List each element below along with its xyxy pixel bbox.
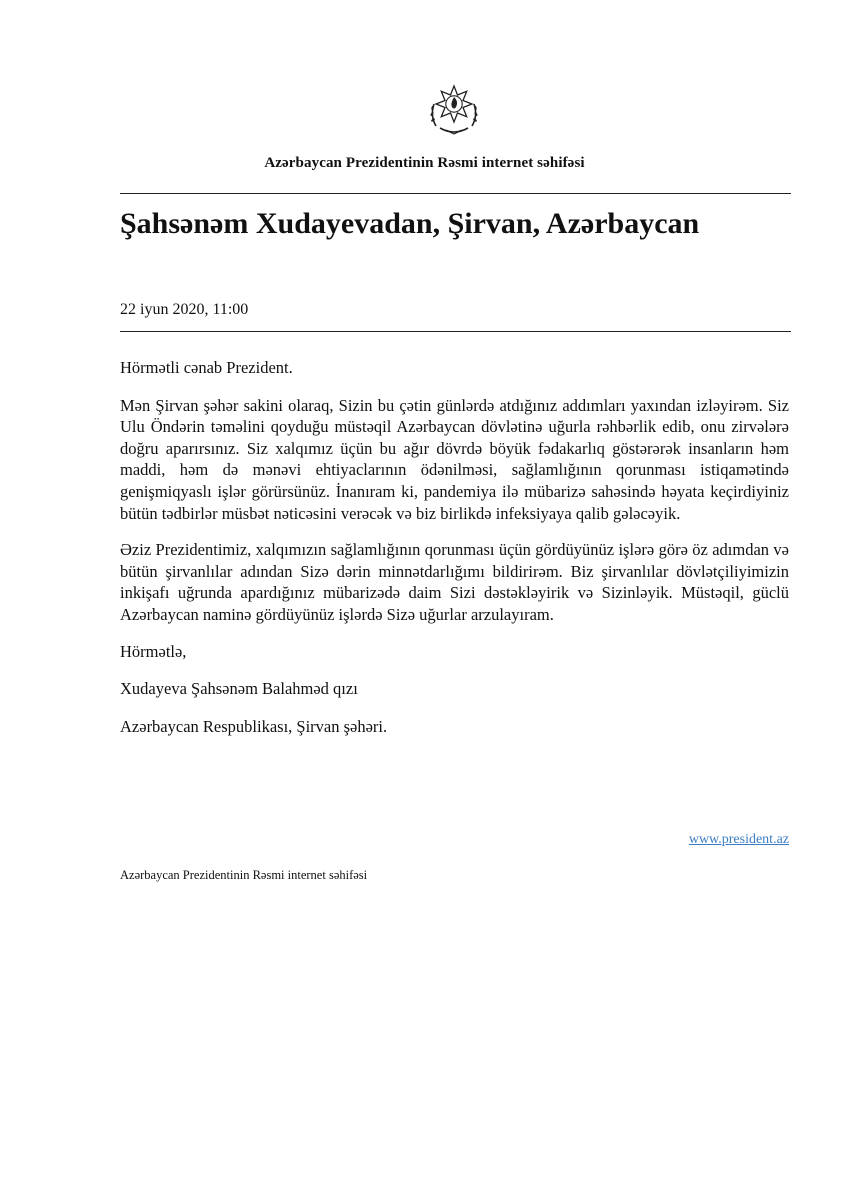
article-date: 22 iyun 2020, 11:00	[120, 301, 249, 318]
site-title: Azərbaycan Prezidentinin Rəsmi internet səhifəsi	[264, 155, 585, 171]
salutation: Hörmətli cənab Prezident.	[120, 358, 293, 377]
header-divider	[120, 193, 791, 194]
website-link[interactable]: www.president.az	[688, 832, 789, 847]
azerbaijan-state-emblem-icon	[426, 80, 482, 140]
title-divider	[120, 331, 791, 332]
paragraph-2: Əziz Prezidentimiz, xalqımızın sağlamlığının qorunması üçün gördüyünüz işlərə görə öz adımdan və bütün şirvanlılar adından Sizə dərin minnətdarlığımı bildirirəm. Biz şirvanlılar dövlətçiliyimizin inkişafı uğrunda apardığınız mübarizədə daim Sizi dəstəkləyirik və Sizinləyik. Müstəqil, güclü Azərbaycan naminə gördüyünüz işlərdə Sizə uğurlar arzulayıram.	[120, 540, 789, 624]
signature-location: Azərbaycan Respublikası, Şirvan şəhəri.	[120, 716, 388, 736]
footer-note: Azərbaycan Prezidentinin Rəsmi internet səhifəsi	[120, 868, 368, 882]
article-title: Şahsənəm Xudayevadan, Şirvan, Azərbaycan	[120, 207, 700, 240]
signature-name: Xudayeva Şahsənəm Balahməd qızı	[120, 679, 358, 699]
article-body	[120, 357, 789, 753]
closing: Hörmətlə,	[120, 641, 187, 661]
paragraph-1: Mən Şirvan şəhər sakini olaraq, Sizin bu çətin günlərdə atdığınız addımları yaxından izləyirəm. Siz Ulu Öndərin təməlini qoyduğu müstəqil Azərbaycan dövlətinə uğurla rəhbərlik edib, onu zirvələrə doğru aparırsınız. Siz xalqımız üçün bu ağır dövrdə böyük fədakarlıq göstərərək insanların həm maddi, həm də mənəvi ehtiyaclarının ödənilməsi, sağlamlığının qorunması istiqamətində genişmiqyaslı işlər görürsünüz. İnanıram ki, pandemiya ilə mübarizə sahəsində həyata keçirdiyiniz bütün tədbirlər müsbət nəticəsini verəcək və biz birlikdə infeksiyaya qalib gələcəyik.	[120, 395, 789, 523]
